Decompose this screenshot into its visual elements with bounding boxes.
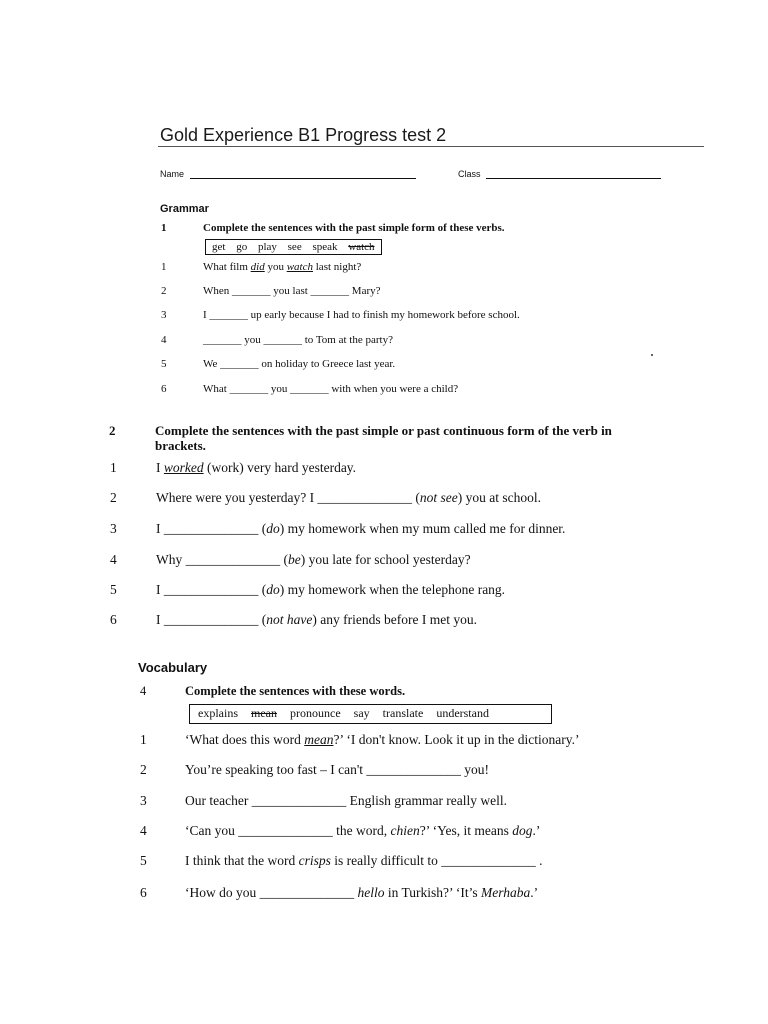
ex1-item-number: 6 [161,383,167,395]
ex2-item-sentence[interactable]: I ______________ (do) my homework when my mum called me for dinner. [156,521,566,536]
ex2-item-number: 6 [110,612,117,627]
ex2-item-number: 4 [110,552,117,567]
exercise-4-instruction: Complete the sentences with these words. [185,684,406,698]
word-box-item: understand [436,706,489,720]
ex1-item-sentence[interactable]: I _______ up early because I had to finish my homework before school. [203,309,520,321]
example-answer: did [250,261,265,273]
ex4-item-number: 6 [140,885,147,900]
ex2-item-number: 2 [110,490,117,505]
ex2-item-sentence[interactable]: Why ______________ (be) you late for school yesterday? [156,552,471,567]
ex2-item-example: I worked (work) very hard yesterday. [156,460,357,475]
sentence-text: What film [203,261,251,273]
sentence-text: you [264,261,287,273]
ex1-item-sentence[interactable]: What _______ you _______ with when you were a child? [203,383,459,395]
ex1-item-number: 2 [161,285,167,297]
name-field[interactable] [190,178,416,179]
word-box-item: go [236,241,248,253]
word-box-item: get [212,241,226,253]
word-box-item: translate [382,706,424,720]
exercise-2-instruction: Complete the sentences with the past simple or past continuous form of the verb in [155,423,612,438]
exercise-1-number: 1 [161,222,167,234]
class-field[interactable] [486,178,661,179]
word-box-item: speak [312,241,338,253]
word-box-item: play [257,241,277,253]
ex2-item-number: 1 [110,460,117,475]
ex1-item-sentence[interactable]: When _______ you last _______ Mary? [203,285,381,297]
ex2-item-number: 5 [110,582,117,597]
ex4-item-sentence[interactable]: You’re speaking too fast – I can't ______________ you! [185,762,490,777]
ex4-item-number: 1 [140,732,147,747]
ex1-item-number: 5 [161,358,167,370]
ex1-item-sentence[interactable]: We _______ on holiday to Greece last year. [203,358,396,370]
exercise-4-number: 4 [140,684,147,698]
ex1-item-number: 1 [161,261,167,273]
word-box-item: see [287,241,302,253]
ex1-item-number: 3 [161,309,167,321]
exercise-1-instruction: Complete the sentences with the past simple form of these verbs. [203,222,505,234]
exercise-4-word-box [189,704,552,724]
word-box-item: explains [198,706,238,720]
ex4-item-sentence[interactable]: Our teacher ______________ English grammar really well. [185,793,508,808]
ex2-item-sentence[interactable]: Where were you yesterday? I ______________ (not see) you at school. [156,490,542,505]
ex4-item-number: 2 [140,762,147,777]
sentence-text: last night? [313,261,362,273]
exercise-1-word-box [205,239,382,255]
title-divider [158,146,704,147]
word-box-item-used: mean [251,706,277,720]
ex4-item-number: 3 [140,793,147,808]
word-box-item: say [353,706,370,720]
exercise-2-number: 2 [109,423,116,438]
ex4-item-example: ‘What does this word mean?’ ‘I don't know. Look it up in the dictionary.’ [185,732,580,747]
stray-dot [651,354,653,356]
ex1-item-example [203,261,361,273]
ex2-item-sentence[interactable]: I ______________ (not have) any friends before I met you. [156,612,477,627]
ex1-item-number: 4 [161,334,167,346]
ex4-item-sentence[interactable]: I think that the word crisps is really difficult to ______________ . [185,853,543,868]
ex4-item-number: 4 [140,823,147,838]
exercise-2-instruction-cont: brackets. [155,438,206,453]
ex4-item-sentence[interactable]: ‘Can you ______________ the word, chien?’ ‘Yes, it means dog.’ [185,823,541,838]
class-label: Class [458,169,481,179]
ex2-item-sentence[interactable]: I ______________ (do) my homework when the telephone rang. [156,582,506,597]
ex2-item-number: 3 [110,521,117,536]
ex1-item-sentence[interactable]: _______ you _______ to Tom at the party? [203,334,393,346]
word-box-item-used: watch [348,241,375,253]
page-title: Gold Experience B1 Progress test 2 [160,125,447,145]
name-label: Name [160,169,185,179]
ex4-item-number: 5 [140,853,147,868]
vocabulary-heading: Vocabulary [138,660,208,675]
ex4-item-sentence[interactable]: ‘How do you ______________ hello in Turkish?’ ‘It’s Merhaba.’ [185,885,539,900]
example-answer: watch [286,261,313,273]
grammar-heading: Grammar [160,203,209,215]
word-box-item: pronounce [290,706,341,720]
